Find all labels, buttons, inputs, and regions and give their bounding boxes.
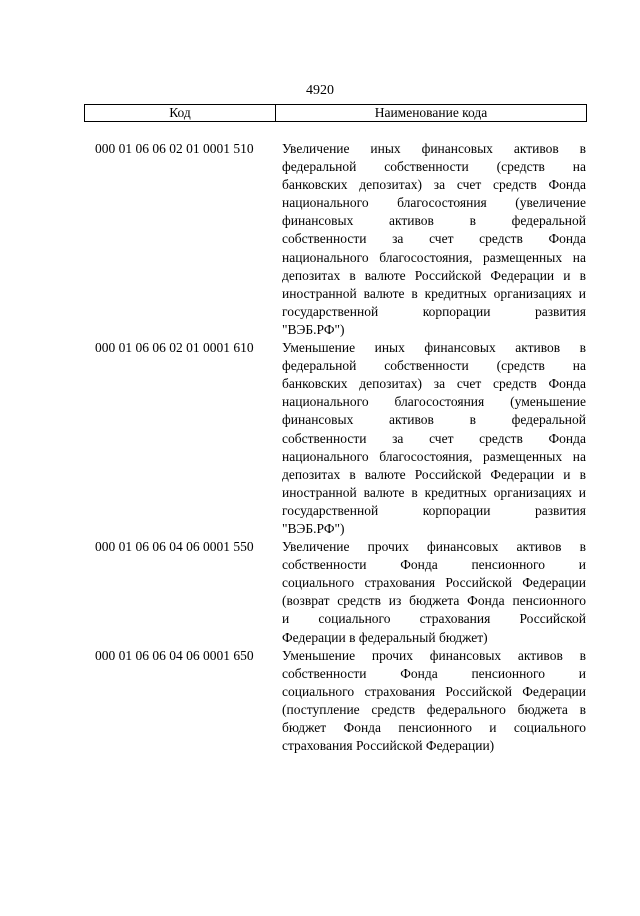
row-description: [282, 538, 586, 647]
description-line: Уменьшение прочих финансовых активов в: [282, 647, 586, 663]
table-row: [95, 140, 587, 339]
description-line: бюджет Фонда пенсионного и социального: [282, 720, 586, 735]
description-line: федеральной собственности (средств на: [282, 159, 586, 175]
table-row: [95, 538, 587, 647]
description-line: финансовых активов в федеральной: [282, 412, 586, 428]
table-header: [84, 104, 587, 122]
description-line: национального благосостояния, размещенных на: [282, 249, 586, 265]
description-line: "ВЭБ.РФ"): [282, 520, 345, 536]
description-line: иностранной валюте в кредитных организациях и: [282, 285, 586, 301]
description-line: банковских депозитах) за счет средств Фонда: [282, 376, 586, 392]
description-line: государственной корпорации развития: [282, 303, 586, 319]
row-code: 000 01 06 06 02 01 0001 510: [95, 141, 254, 156]
description-line: Федерации в федеральный бюджет): [282, 629, 488, 645]
description-line: Увеличение иных финансовых активов в: [282, 141, 586, 156]
description-line: национального благосостояния (увеличение: [282, 195, 586, 211]
description-line: социального страхования Российской Федерации: [282, 575, 586, 591]
table-row: [95, 339, 587, 538]
description-line: депозитах в валюте Российской Федерации и в: [282, 466, 586, 482]
page-number: 4920: [306, 83, 334, 98]
description-line: (возврат средств из бюджета Фонда пенсионного: [282, 593, 586, 609]
description-line: Увеличение прочих финансовых активов в: [282, 539, 586, 555]
code-table-body: [95, 140, 587, 755]
table-row: [95, 647, 587, 756]
description-line: собственности за счет средств Фонда: [282, 430, 586, 446]
description-line: (поступление средств федерального бюджета в: [282, 701, 586, 717]
description-line: национального благосостояния, размещенных на: [282, 448, 586, 464]
description-line: федеральной собственности (средств на: [282, 358, 586, 374]
row-code: 000 01 06 06 04 06 0001 550: [95, 539, 254, 555]
row-description: [282, 647, 586, 756]
row-description: [282, 140, 586, 339]
description-line: социального страхования Российской Федерации: [282, 683, 586, 699]
description-line: "ВЭБ.РФ"): [282, 321, 345, 337]
description-line: финансовых активов в федеральной: [282, 213, 586, 229]
description-line: банковских депозитах) за счет средств Фонда: [282, 177, 586, 193]
description-line: страхования Российской Федерации): [282, 738, 495, 754]
description-line: национального благосостояния (уменьшение: [282, 394, 586, 410]
code-column-header: Код: [85, 105, 276, 121]
description-line: собственности Фонда пенсионного и: [282, 665, 586, 681]
description-line: и социального страхования Российской: [282, 611, 586, 627]
description-line: иностранной валюте в кредитных организациях и: [282, 484, 586, 500]
description-line: государственной корпорации развития: [282, 502, 586, 518]
description-line: Уменьшение иных финансовых активов в: [282, 340, 586, 356]
description-line: депозитах в валюте Российской Федерации и в: [282, 267, 586, 283]
name-column-header: Наименование кода: [374, 105, 488, 120]
row-description: [282, 339, 586, 538]
row-code: 000 01 06 06 04 06 0001 650: [95, 647, 254, 663]
description-line: собственности за счет средств Фонда: [282, 231, 586, 247]
row-code: 000 01 06 06 02 01 0001 610: [95, 340, 254, 356]
description-line: собственности Фонда пенсионного и: [282, 557, 586, 573]
